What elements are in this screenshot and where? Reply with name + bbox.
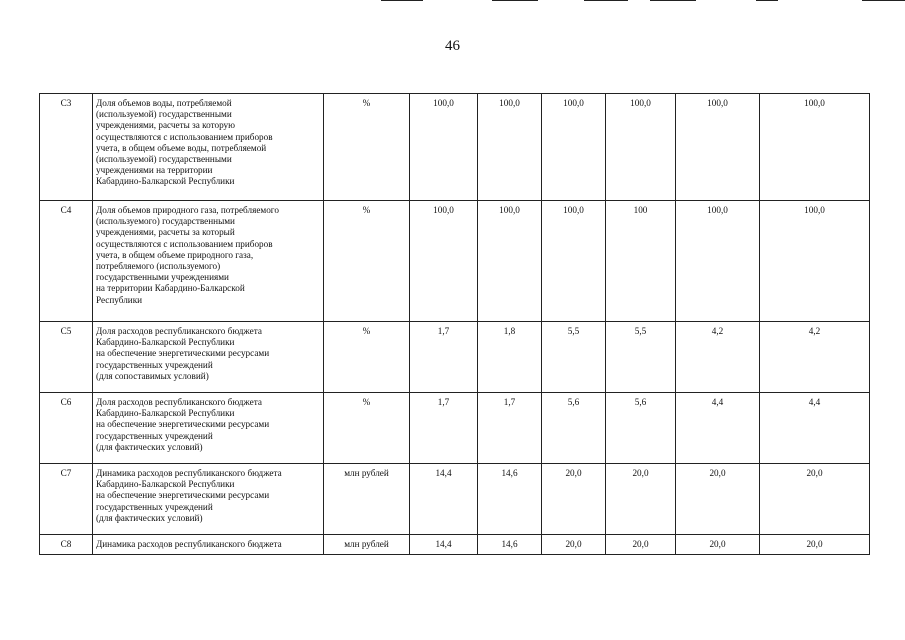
indicators-table	[39, 93, 870, 555]
table-row	[40, 393, 870, 464]
row-value: 1,7	[410, 322, 478, 393]
row-value: 100,0	[676, 201, 760, 322]
row-value: 4,4	[676, 393, 760, 464]
row-name	[93, 535, 324, 555]
row-value: 100,0	[478, 201, 542, 322]
row-value: 14,6	[478, 464, 542, 535]
row-value: 100,0	[760, 94, 870, 201]
row-name-text: Динамика расходов республиканского бюджета	[96, 539, 282, 549]
row-value: 20,0	[760, 535, 870, 555]
row-value: 5,5	[542, 322, 606, 393]
row-value: 1,7	[478, 393, 542, 464]
row-value: 5,6	[542, 393, 606, 464]
row-value: 5,5	[606, 322, 676, 393]
top-rule-fragment	[862, 0, 905, 1]
row-value: 14,4	[410, 535, 478, 555]
row-value: 100,0	[410, 94, 478, 201]
top-rule-fragment	[756, 0, 778, 1]
row-name	[93, 201, 324, 322]
row-value: 100,0	[760, 201, 870, 322]
top-rule-fragment	[584, 0, 628, 1]
row-code: С6	[40, 393, 93, 464]
row-code: С8	[40, 535, 93, 555]
row-value: 20,0	[606, 464, 676, 535]
row-value: 100,0	[676, 94, 760, 201]
row-value: 5,6	[606, 393, 676, 464]
row-unit: млн рублей	[324, 535, 410, 555]
row-value: 14,6	[478, 535, 542, 555]
row-unit: %	[324, 94, 410, 201]
row-value: 1,7	[410, 393, 478, 464]
row-value: 20,0	[760, 464, 870, 535]
table-row	[40, 201, 870, 322]
top-rule-fragment	[650, 0, 696, 1]
row-value: 20,0	[542, 535, 606, 555]
row-value: 4,4	[760, 393, 870, 464]
row-unit: млн рублей	[324, 464, 410, 535]
table-row	[40, 322, 870, 393]
row-name-text: Доля объемов природного газа, потребляемого (используемого) государственными учреждениями, расчеты за который осуществляются с использованием приборов учета, в общем объеме природного газа, потребляемого (используемого) государственными учреждениями на территории Кабардино-Балкарской Республики	[96, 205, 279, 305]
page-number: 46	[445, 38, 460, 54]
row-code: С7	[40, 464, 93, 535]
row-unit: %	[324, 201, 410, 322]
row-name	[93, 94, 324, 201]
top-rule-fragment	[381, 0, 423, 1]
row-name	[93, 322, 324, 393]
row-value: 4,2	[676, 322, 760, 393]
top-rule-fragment	[492, 0, 538, 1]
row-unit: %	[324, 322, 410, 393]
row-name-text: Доля расходов республиканского бюджета Кабардино-Балкарской Республики на обеспечение энергетическими ресурсами государственных учреждений (для фактических условий)	[96, 397, 270, 452]
table-row	[40, 464, 870, 535]
row-name	[93, 464, 324, 535]
row-name-text: Доля объемов воды, потребляемой (используемой) государственными учреждениями, расчеты за которую осуществляются с использованием приборов учета, в общем объеме воды, потребляемой (используемой) государственными учреждениями на территории Кабардино-Балкарской Республики	[96, 98, 273, 187]
row-value: 20,0	[606, 535, 676, 555]
row-value: 1,8	[478, 322, 542, 393]
row-value: 100,0	[410, 201, 478, 322]
row-value: 100,0	[478, 94, 542, 201]
row-value: 100,0	[542, 94, 606, 201]
row-value: 4,2	[760, 322, 870, 393]
row-unit: %	[324, 393, 410, 464]
row-value: 20,0	[542, 464, 606, 535]
row-code: С5	[40, 322, 93, 393]
row-value: 14,4	[410, 464, 478, 535]
row-name	[93, 393, 324, 464]
row-code: С4	[40, 201, 93, 322]
row-value: 20,0	[676, 535, 760, 555]
row-name-text: Доля расходов республиканского бюджета Кабардино-Балкарской Республики на обеспечение энергетическими ресурсами государственных учреждений (для сопоставимых условий)	[96, 326, 270, 381]
table-row	[40, 535, 870, 555]
row-value: 20,0	[676, 464, 760, 535]
row-value: 100,0	[542, 201, 606, 322]
row-value: 100	[606, 201, 676, 322]
table-row	[40, 94, 870, 201]
row-value: 100,0	[606, 94, 676, 201]
row-name-text: Динамика расходов республиканского бюджета Кабардино-Балкарской Республики на обеспечение энергетическими ресурсами государственных учреждений (для фактических условий)	[96, 468, 282, 523]
row-code: С3	[40, 94, 93, 201]
